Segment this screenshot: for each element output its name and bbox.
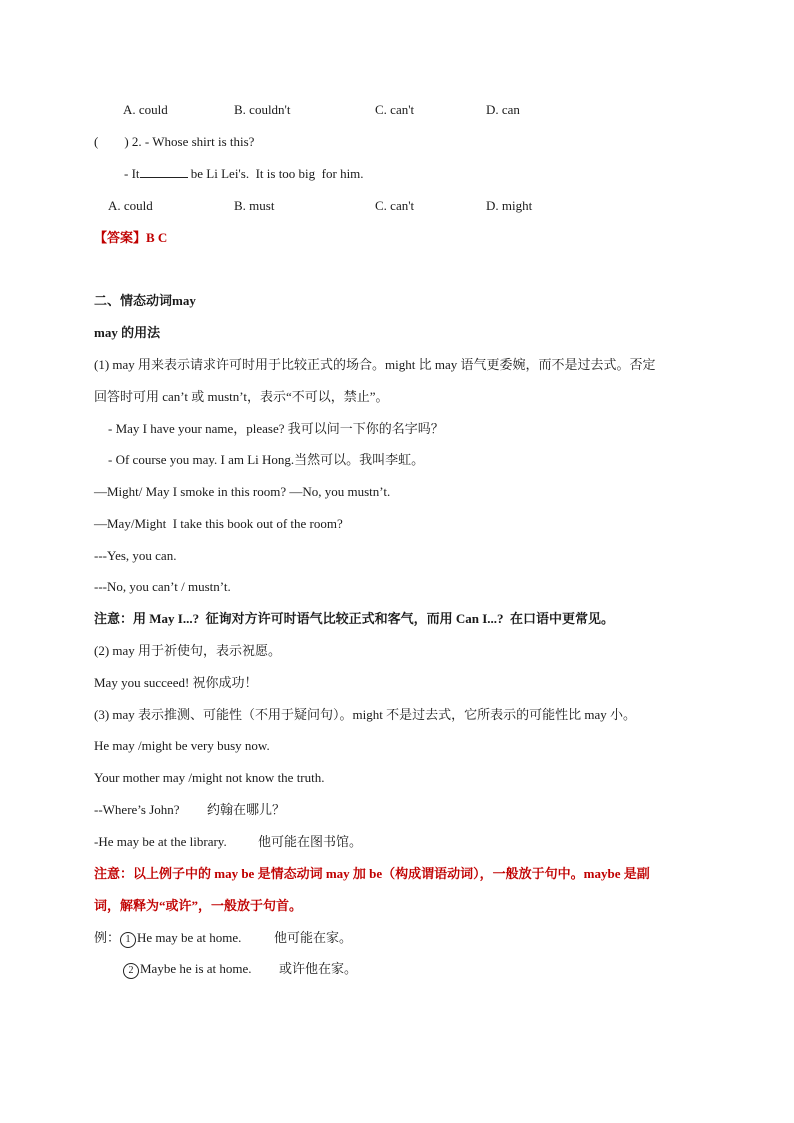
para-1a: (1) may 用来表示请求许可时用于比较正式的场合。might 比 may 语气更委婉，而不是过去式。否定	[94, 357, 656, 372]
example-6: ---No, you can’t / mustn’t.	[94, 579, 231, 594]
q2-answer-pre: - It	[124, 166, 140, 181]
section-heading	[94, 292, 196, 310]
example-1: - May I have your name，please? 我可以问一下你的名字吗？	[108, 421, 444, 436]
example-13-cn: 或许他在家。	[279, 961, 358, 976]
section-subheading	[94, 324, 160, 342]
section-heading-cn: 二、情态动词	[94, 293, 173, 308]
q2-answer-line	[124, 165, 364, 183]
answer-value: B C	[146, 230, 168, 245]
q2-option-a: A. could	[108, 198, 153, 213]
example-12-cn: 他可能在家。	[274, 930, 353, 945]
q2-question-text: - Whose shirt is this?	[144, 134, 255, 149]
subheading-en: may	[94, 325, 118, 340]
q2-number: ( ) 2.	[94, 134, 142, 149]
example-2: - Of course you may. I am Li Hong.当然可以。我叫李虹。	[108, 452, 425, 467]
answer-label: 【答案】	[94, 230, 147, 245]
note-2a: 注意：以上例子中的 may be 是情态动词 may 加 be（构成谓语动词），一般放于句中。maybe 是副	[94, 866, 650, 881]
example-11	[94, 833, 363, 851]
circled-number-2: 2	[123, 963, 139, 979]
example-block-2	[123, 960, 358, 979]
example-3: —Might/ May I smoke in this room? —No, you mustn’t.	[94, 484, 391, 499]
example-11-en: -He may be at the library.	[94, 834, 227, 849]
example-13-en: Maybe he is at home.	[140, 961, 252, 976]
para-1b: 回答时可用 can’t 或 mustn’t，表示“不可以，禁止”。	[94, 389, 389, 404]
example-11-cn: 他可能在图书馆。	[258, 834, 363, 849]
q2-option-b: B. must	[234, 198, 275, 213]
q2-question	[94, 133, 254, 151]
example-5: ---Yes, you can.	[94, 548, 177, 563]
q1-option-b: B. couldn't	[234, 102, 291, 117]
example-7: May you succeed! 祝你成功！	[94, 675, 258, 690]
example-block-1	[94, 929, 353, 948]
example-12-en: He may be at home.	[137, 930, 242, 945]
example-label: 例：	[94, 930, 121, 945]
example-10	[94, 801, 286, 819]
answer-line	[94, 229, 167, 247]
example-8: He may /might be very busy now.	[94, 738, 270, 753]
para-3: (3) may 表示推测、可能性（不用于疑问句）。might 不是过去式，它所表示的可能性比 may 小。	[94, 707, 637, 722]
example-9: Your mother may /might not know the truth.	[94, 770, 325, 785]
note-2b: 词，解释为“或许”，一般放于句首。	[94, 898, 303, 913]
subheading-cn: 的用法	[117, 325, 161, 340]
q1-option-d: D. can	[486, 102, 520, 117]
section-heading-en: may	[172, 293, 196, 308]
q2-option-c: C. can't	[375, 198, 415, 213]
example-4: —May/Might I take this book out of the room?	[94, 516, 343, 531]
example-10-cn: 约翰在哪儿？	[207, 802, 286, 817]
q2-option-d: D. might	[486, 198, 533, 213]
q1-option-a: A. could	[123, 102, 168, 117]
q1-option-c: C. can't	[375, 102, 415, 117]
example-10-en: --Where’s John?	[94, 802, 180, 817]
para-2: (2) may 用于祈使句，表示祝愿。	[94, 643, 282, 658]
q2-answer-post: be Li Lei's. It is too big for him.	[187, 166, 364, 181]
q2-blank[interactable]	[140, 165, 188, 178]
circled-number-1: 1	[120, 932, 136, 948]
note-1: 注意：用 May I...? 征询对方许可时语气比较正式和客气，而用 Can I...? 在口语中更常见。	[94, 611, 615, 626]
